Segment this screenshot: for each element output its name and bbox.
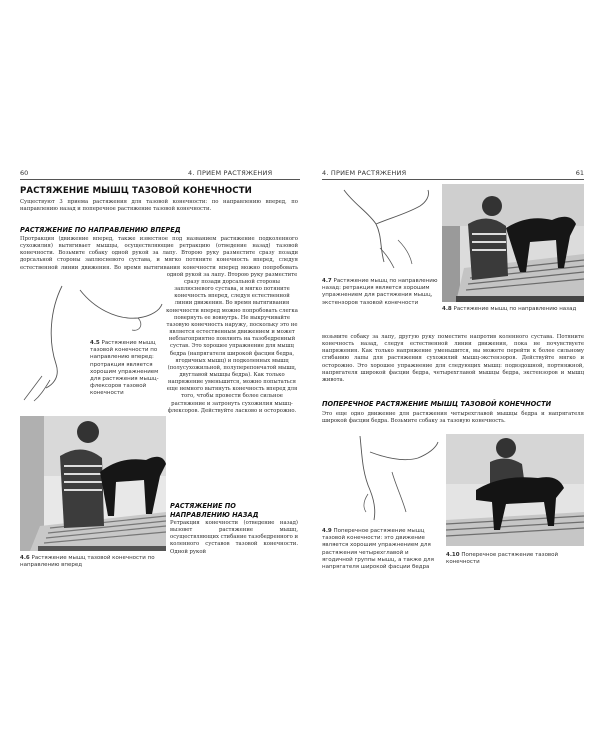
figure-4-8-caption (442, 306, 584, 313)
right-page-chapter: 4. ПРИЕМ РАСТЯЖЕНИЯ (322, 169, 407, 177)
figure-4-6-caption (20, 555, 166, 569)
figure-4-7-number: 4.7 (322, 278, 332, 284)
figure-4-10-caption (446, 552, 584, 566)
right-page-header (322, 168, 584, 180)
figure-4-8-text: Растяжение мышц по направлению назад (453, 306, 577, 312)
subhead-transverse: ПОПЕРЕЧНОЕ РАСТЯЖЕНИЕ МЫШЦ ТАЗОВОЙ КОНЕЧНОСТИ (322, 400, 552, 408)
section-title-hind-limb: РАСТЯЖЕНИЕ МЫШЦ ТАЗОВОЙ КОНЕЧНОСТИ (20, 186, 252, 196)
figure-4-6-photo (20, 416, 166, 551)
figure-4-5-text: Растяжение мышц тазовой конечности по направлению вперед: протракция является хорошим упражнением для растяжения мышц-флексоров тазовой конечности (90, 340, 159, 397)
forward-paragraph-body: одной рукой за лапу. Второю руку разместите сразу позади дорсальной стороны заплюсневого сустава, и мягко потяните конечность вперед, следуя естественной линии движения. Во время вытягивания конечности вперед можно попробовать слегка повернуть ее вовнутрь. Не выкручивайте тазовую конечность наружу, поскольку это не является естественным движением и может неблагоприятно повлиять на тазобедренный сустав. Это хорошее упражнение для мышц бедра (напрягателя широкой фасции бедра, ягодичных мышц) и подколенных мышц (полусухожильной, полуперепончатой мышц, двуглавой мышцы бедра). Как только напряжение уменьшится, можно попытаться еще немного вытянуть конечность вперед для того, чтобы провести более сильное растяжение и затронуть сухожилия мышц-флексоров. Действуйте ласково и осторожно. (166, 272, 298, 414)
figure-4-9-number: 4.9 (322, 528, 332, 534)
figure-4-5-caption (90, 340, 166, 398)
figure-4-10-text: Поперечное растяжение тазовой конечности (446, 552, 559, 566)
backward-continued-paragraph: возьмите собаку за лапу, другую руку поместите напротив коленного сустава. Потяните конечность назад, следуя естественной линии движения, пока не почувствуете напряжения. Как только напряжение уменьшится, вы можете перейти к более сильному сгибанию лапы для растяжения сухожилий мышц-экстензоров. Действуйте мягко и осторожно. Это хорошее упражнение для следующих мышц: подвздошной, портняжной, напрягателя широкой фасции бедра, четырехглавой мышцы бедра, экстензоров и мышц живота. (322, 334, 584, 383)
forward-paragraph-top: Протракция (движение вперед, также известное под названием растяжение подколенного сухожилия) вытягивает мышцы, осуществляющие ретракцию (отведение назад) тазовой конечности. Возьмите собаку одной рукой за лапу. Второю руку разместите сразу позади дорсальной стороны заплюсневого сустава, и мягко потяните конечность вперед, следуя естественной линии движения. Во время вытягивания конечности вперед можно попробовать (20, 236, 298, 271)
figure-4-6-text: Растяжение мышц тазовой конечности по направлению вперед (20, 555, 155, 569)
left-page (20, 168, 300, 588)
figure-4-6-number: 4.6 (20, 555, 30, 561)
figure-4-7-text: Растяжение мышц по направлению назад: ретракция является хорошим упражнением для растяжения мышц, экстензоров тазовой конечности (322, 278, 438, 306)
transverse-paragraph: Это еще одно движение для растяжения четырехглавой мышцы бедра и напрягателя широкой фасции бедра. Возьмите собаку за тазовую конечность. (322, 411, 584, 425)
figure-4-9-sketch (332, 432, 442, 522)
right-page-number: 61 (575, 169, 584, 177)
left-page-number: 60 (20, 169, 29, 177)
figure-4-7-caption (322, 278, 438, 307)
figure-4-7-sketch (324, 184, 434, 272)
subhead-forward: РАСТЯЖЕНИЕ ПО НАПРАВЛЕНИЮ ВПЕРЕД (20, 226, 181, 234)
forward-paragraph-column (166, 272, 298, 485)
left-page-chapter: 4. ПРИЕМ РАСТЯЖЕНИЯ (188, 169, 273, 177)
figure-4-8-number: 4.8 (442, 306, 452, 312)
backward-paragraph: Ретракция конечности (отведение назад) вызовет растяжение мышц, осуществляющих стибание тазобедренного и коленного суставов тазовой конечности. Одной рукой (170, 520, 299, 555)
figure-4-9-text: Поперечное растяжение мышц тазовой конечности: это движение является хорошим упражнением для растяжения четырехглавой и ягодичной группы мышц, а также для напрягателя широкой фасции бедра (322, 528, 434, 571)
figure-4-10-number: 4.10 (446, 552, 460, 558)
subhead-backward: РАСТЯЖЕНИЕ ПО НАПРАВЛЕНИЮ НАЗАД (170, 502, 259, 519)
right-page (322, 168, 584, 588)
figure-4-8-photo (442, 184, 584, 302)
left-page-header (20, 168, 300, 180)
intro-paragraph: Существуют 3 приема растяжения для тазовой конечности: по направлению вперед, по направлению назад и поперечное растяжение тазовой конечности. (20, 199, 298, 213)
figure-4-9-caption (322, 528, 440, 571)
figure-4-5-number: 4.5 (90, 340, 100, 346)
figure-4-10-photo (446, 434, 584, 546)
